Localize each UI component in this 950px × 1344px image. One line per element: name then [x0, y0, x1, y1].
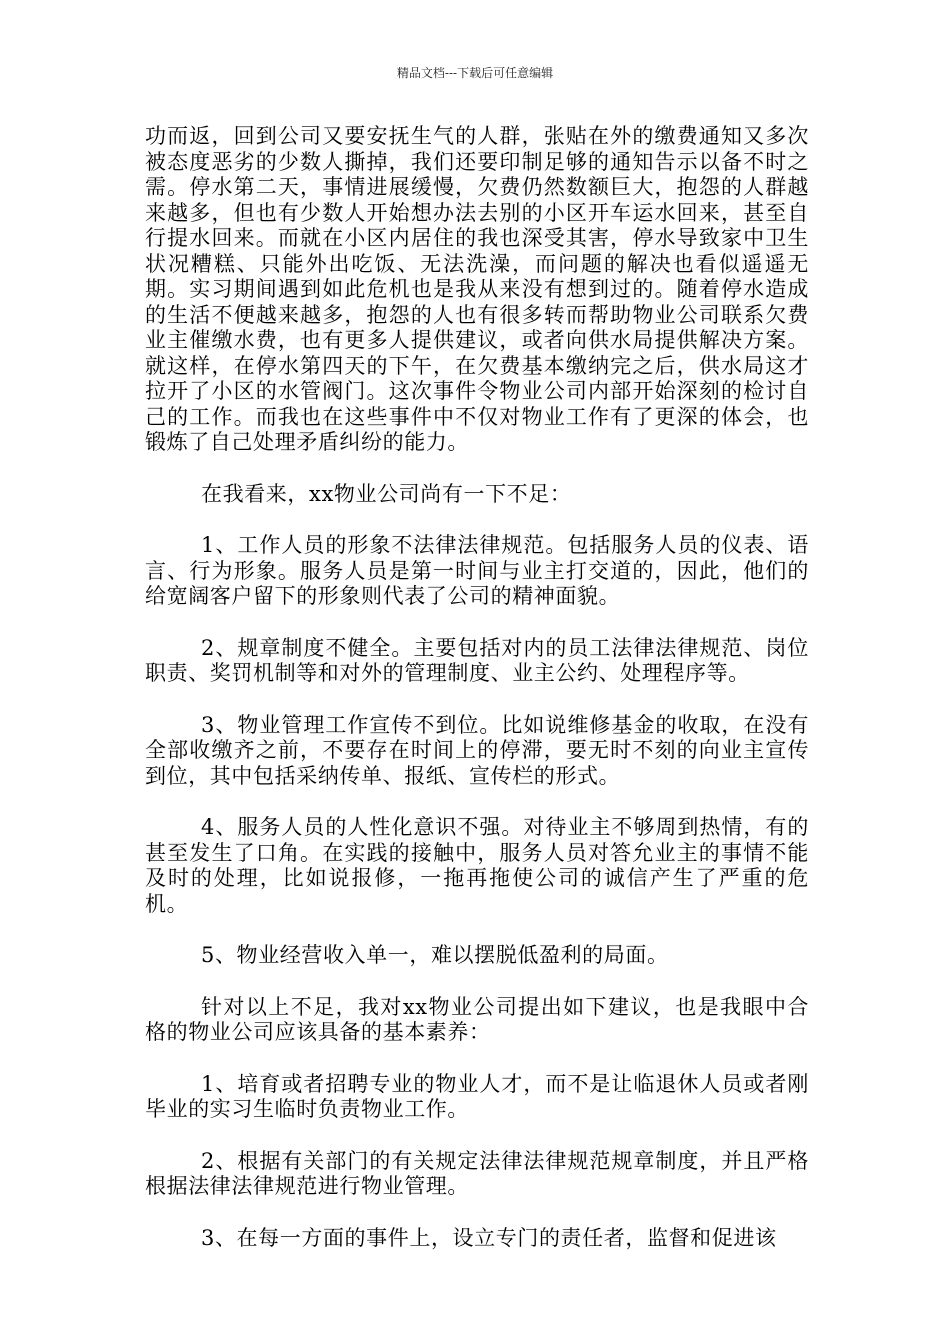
paragraph-shortcoming-3: 3、物业管理工作宣传不到位。比如说维修基金的收取，在没有全部收缴齐之前，不要存在时间上的停滞，要无时不刻的向业主宣传到位，其中包括采纳传单、报纸、宣传栏的形式。: [145, 712, 809, 788]
paragraph-shortcoming-2: 2、规章制度不健全。主要包括对内的员工法律法律规范、岗位职责、奖罚机制等和对外的管理制度、业主公约、处理程序等。: [145, 635, 809, 685]
paragraph-shortcomings-intro: 在我看来，xx物业公司尚有一下不足：: [201, 481, 572, 506]
paragraph-shortcoming-1: 1、工作人员的形象不法律法律规范。包括服务人员的仪表、语言、行为形象。服务人员是第一时间与业主打交道的，因此，他们的给宽阔客户留下的形象则代表了公司的精神面貌。: [145, 533, 809, 608]
page-header: 精品文档---下载后可任意编辑: [396, 66, 554, 80]
paragraph-suggestion-3: 3、在每一方面的事件上，设立专门的责任者，监督和促进该: [201, 1225, 777, 1250]
document-body: [145, 124, 809, 1251]
paragraph-incident-continuation: 功而返，回到公司又要安抚生气的人群，张贴在外的缴费通知又多次被态度恶劣的少数人撕掉，我们还要印制足够的通知告示以备不时之需。停水第二天，事情进展缓慢，欠费仍然数额巨大，抱怨的人群越来越多，但也有少数人开始想办法去别的小区开车运水回来，甚至自行提水回来。而就在小区内居住的我也深受其害，停水导致家中卫生状况糟糕、只能外出吃饭、无法洗澡，而问题的解决也看似遥遥无期。实习期间遇到如此危机也是我从来没有想到过的。随着停水造成的生活不便越来越多，抱怨的人也有很多转而帮助物业公司联系欠费业主催缴水费，也有更多人提供建议，或者向供水局提供解决方案。就这样，在停水第四天的下午，在欠费基本缴纳完之后，供水局这才拉开了小区的水管阀门。这次事件令物业公司内部开始深刻的检讨自己的工作。而我也在这些事件中不仅对物业工作有了更深的体会，也锻炼了自己处理矛盾纠纷的能力。: [145, 124, 809, 454]
paragraph-shortcoming-4: 4、服务人员的人性化意识不强。对待业主不够周到热情，有的甚至发生了口角。在实践的接触中，服务人员对答允业主的事情不能及时的处理，比如说报修，一拖再拖使公司的诚信产生了严重的危机。: [145, 815, 809, 916]
paragraph-suggestion-2: 2、根据有关部门的有关规定法律法律规范规章制度，并且严格根据法律法律规范进行物业管理。: [145, 1148, 809, 1198]
paragraph-suggestions-intro: 针对以上不足，我对xx物业公司提出如下建议，也是我眼中合格的物业公司应该具备的基本素养：: [145, 994, 809, 1044]
paragraph-shortcoming-5: 5、物业经营收入单一，难以摆脱低盈利的局面。: [201, 943, 669, 967]
paragraph-suggestion-1: 1、培育或者招聘专业的物业人才，而不是让临退休人员或者刚毕业的实习生临时负责物业工作。: [145, 1071, 809, 1121]
